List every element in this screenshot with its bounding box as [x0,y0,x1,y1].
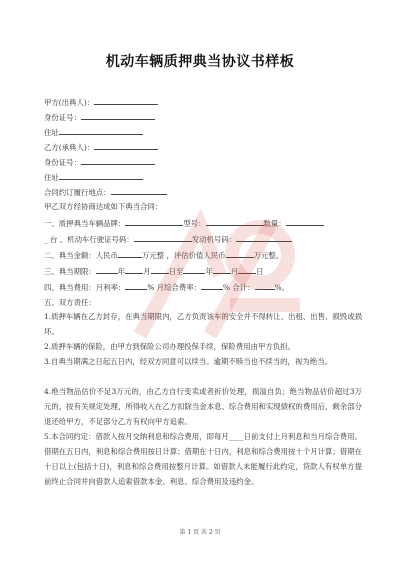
party-a-id-line [44,111,364,123]
item3-month1: 月 [143,267,151,276]
page-footer: 第 1 页 共 2 页 [179,529,221,536]
document-title: 机动车辆质押典当协议书样板 [105,54,295,70]
party-b-address-blank [59,171,143,180]
item2-valuation-blank [226,249,254,258]
item3-line [44,265,364,277]
item1-engine-label: 发动机号码： [191,235,237,244]
item1-quantity-blank [286,217,324,226]
item3-day1-blank [151,265,169,274]
item4-total-blank [255,281,275,290]
clause-3: 3.自典当期满之日起五日内，经双方同意可以续当。逾期不赎当也不续当的，视为绝当。 [44,357,332,366]
item1-license-blank [134,233,192,242]
item4-line [44,281,364,293]
item1-license-label: _ 台 、机动车行驶证号码： [44,235,134,244]
item4-fee-blank [201,281,223,290]
item3-day2: 日 [256,267,264,276]
item1-model-blank [206,217,264,226]
item4-tail: %。 [274,283,289,292]
party-b-id-blank [81,156,155,165]
party-b-line [44,141,364,153]
clause-5: 5.本合同约定：借款人按月交纳利息和综合费用，即每月____日前支付上月利息和当月综合费用。借期在五日内，利息和综合费用按日计算；借期在十日内，利息和综合费用按十个月计算；借期在十日以上(包括十日)，利息和综合费用按整月计算。如借款人未能履行此约定，贷款人有权单方提前终止合同并向借款人追索借款本金、利息、综合费用及违约金。 [44,432,362,486]
clause-4: 4.绝当物品估价不足3万元的，由乙方自行变卖或者折价处理，损溢自负；绝当物品估价超过3万元的，按有关规定处理，所得收入在乙方扣除当金本息、综合费用和实现债权的费用后，剩余部分退还给甲方，不足部分乙方有权向甲方追索。 [44,387,362,426]
clause-2: 2.质押车辆的保险，由甲方到保险公司办理投保手续，保险费用由甲方负担。 [44,342,295,351]
item3-year2-blank [183,265,205,274]
item3-day2-blank [238,265,256,274]
item2-amount-label: 二、典当金额：人民币 [44,251,118,260]
party-b-label: 乙方(承典人)： [44,143,95,152]
item1-brand-label: 一、质押典当车辆品牌： [44,219,126,228]
party-a-address-blank [59,126,143,135]
item3-label: 三、典当期限： [44,267,96,276]
party-a-id-label: 身份证号： [44,113,81,122]
sign-place-label: 合同约订履行地点： [44,188,111,197]
party-b-id-label: 身份证号： [44,158,81,167]
item1-quantity-label: 数量： [263,219,286,228]
item3-month2-blank [213,265,231,274]
item2-valuation-label: 万元整 ，评估价值人民币 [141,251,226,260]
item3-month1-blank [125,265,143,274]
party-b-address-line [44,171,364,183]
item4-total-label: % 合计： [223,283,255,292]
sign-place-line [44,186,364,198]
item3-month2: 月 [230,267,239,276]
item1-model-label: 型号： [183,219,206,228]
item4-fee-label: % 月综合费率： [147,283,202,292]
clause-1: 1.质押车辆在乙方封存，在典当期限内，乙方负责该车的安全并不得转让、出租、出售、损毁或损坏。 [44,312,362,336]
item3-year1-blank [96,265,118,274]
item4-rate-blank [125,281,147,290]
item2-amount-blank [118,249,142,258]
item2-tail: 万元整。 [253,251,284,260]
party-b-address-label: 住址 [44,173,59,182]
party-a-id-blank [81,111,155,120]
item1-cont-line [44,233,364,245]
item2-line [44,249,364,261]
party-a-line [44,96,364,108]
party-a-address-line [44,126,364,138]
item5-line: 五、双方责任： [44,298,96,307]
party-a-label: 甲方(出典人)： [44,98,95,107]
party-a-address-label: 住址 [44,128,59,137]
item1-line [44,217,364,229]
item3-year2: 年 [205,267,213,276]
party-b-id-line [44,156,364,168]
item3-year1: 年 [117,267,126,276]
party-b-blank [94,141,158,150]
item3-day1: 日至 [168,267,184,276]
item1-brand-blank [125,217,183,226]
item4-rate-label: 四、典当费用：月利率： [44,283,126,292]
sign-place-blank [111,186,167,195]
item1-engine-blank [236,233,292,242]
party-a-blank [94,96,158,105]
intro-line: 甲乙双方经协商达成如下典当合同： [44,202,163,211]
